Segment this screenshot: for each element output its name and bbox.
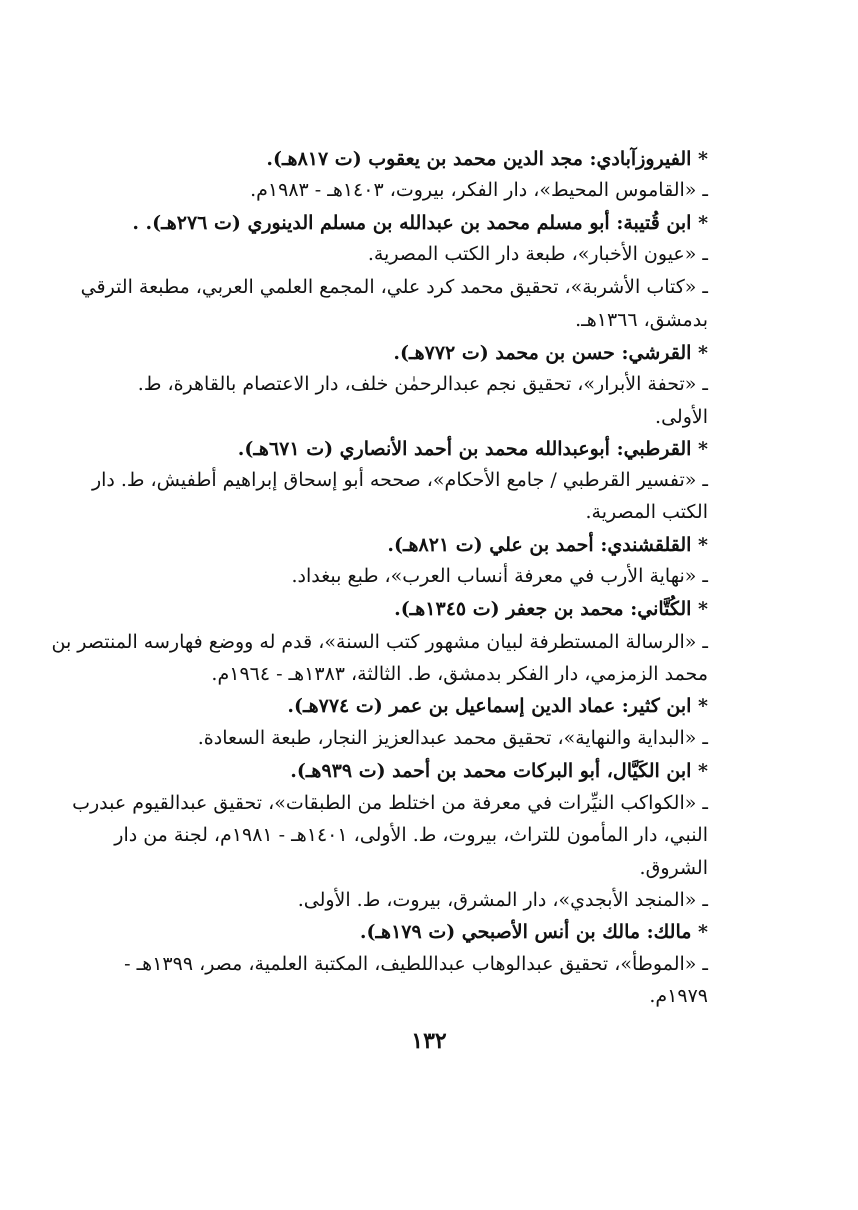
entry-line: ـ «كتاب الأشربة»، تحقيق محمد كرد علي، المجمع العلمي العربي، مطبعة الترقي [80,276,708,298]
entry-line: ـ «القاموس المحيط»، دار الفكر، بيروت، ١٤٠٣هـ - ١٩٨٣م. [250,179,708,201]
entry-heading: * الكُتَّاني: محمد بن جعفر (ت ١٣٤٥هـ). [394,598,708,620]
entry-line: ـ «تحفة الأبرار»، تحقيق نجم عبدالرحمٰن خلف، دار الاعتصام بالقاهرة، ط. [137,373,708,395]
entry-line: ـ «الرسالة المستطرفة لبيان مشهور كتب السنة»، قدم له ووضع فهارسه المنتصر بن [51,631,708,653]
entry-heading: * الفيروزآبادي: مجد الدين محمد بن يعقوب (ت ٨١٧هـ). [266,148,708,170]
entry-line: الكتب المصرية. [585,501,708,523]
entry-line: ـ «نهاية الأرب في معرفة أنساب العرب»، طبع ببغداد. [291,565,708,587]
entry-line: ـ «الموطأ»، تحقيق عبدالوهاب عبداللطيف، المكتبة العلمية، مصر، ١٣٩٩هـ - [124,953,708,975]
entry-heading: * القلقشندي: أحمد بن علي (ت ٨٢١هـ). [387,534,708,556]
entry-line: ـ «تفسير القرطبي / جامع الأحكام»، صححه أبو إسحاق إبراهيم أطفيش، ط. دار [91,469,708,491]
entry-line: الأولى. [655,406,708,428]
entry-line: ١٩٧٩م. [649,985,708,1007]
entry-heading: * ابن كثير: عماد الدين إسماعيل بن عمر (ت ٧٧٤هـ). [287,695,708,717]
entry-line: الشروق. [639,857,708,879]
entry-line: ـ «عيون الأخبار»، طبعة دار الكتب المصرية. [367,243,708,265]
entry-line: بدمشق، ١٣٦٦هـ. [575,309,708,331]
entry-heading: * ابن قُتيبة: أبو مسلم محمد بن عبدالله بن مسلم الدينوري (ت ٢٧٦هـ). . [132,212,708,234]
entry-heading: * القرشي: حسن بن محمد (ت ٧٧٢هـ). [393,342,708,364]
page-number: ١٣٢ [411,1028,447,1054]
entry-line: ـ «البداية والنهاية»، تحقيق محمد عبدالعزيز النجار، طبعة السعادة. [197,727,708,749]
entry-line: النبي، دار المأمون للتراث، بيروت، ط. الأولى، ١٤٠١هـ - ١٩٨١م، لجنة من دار [114,824,708,846]
entry-line: محمد الزمزمي، دار الفكر بدمشق، ط. الثالثة، ١٣٨٣هـ - ١٩٦٤م. [211,663,708,685]
entry-heading: * القرطبي: أبوعبدالله محمد بن أحمد الأنصاري (ت ٦٧١هـ). [237,438,708,460]
entry-heading: * مالك: مالك بن أنس الأصبحي (ت ١٧٩هـ). [359,921,708,943]
entry-line: ـ «الكواكب النيِّرات في معرفة من اختلط من الطبقات»، تحقيق عبدالقيوم عبدرب [72,792,708,814]
entry-heading: * ابن الكَيَّال، أبو البركات محمد بن أحمد (ت ٩٣٩هـ). [290,760,708,782]
entry-line: ـ «المنجد الأبجدي»، دار المشرق، بيروت، ط. الأولى. [297,889,708,911]
